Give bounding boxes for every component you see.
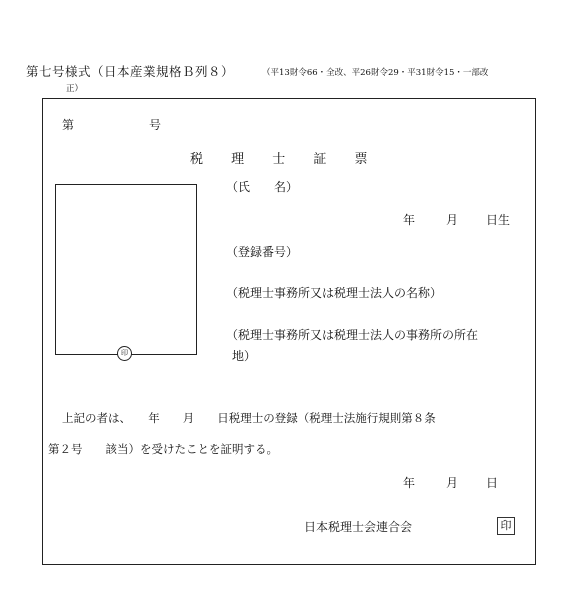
office-name-label: （税理士事務所又は税理士法人の名称）: [226, 286, 443, 300]
number-prefix: 第: [62, 118, 75, 132]
certification-text-line-1: 上記の者は、 年 月 日税理士の登録（税理士法施行規則第８条: [62, 411, 436, 425]
name-label: （氏 名）: [226, 180, 299, 194]
issuer-stamp-mark: 印: [497, 517, 515, 535]
issue-month-label: 月: [446, 476, 459, 490]
photo-box: [55, 184, 197, 355]
issue-day-label: 日: [486, 476, 499, 490]
office-address-label-line-2: 地）: [232, 349, 257, 363]
photo-seal-mark: 印: [117, 346, 132, 361]
form-header-note: （平13財令66・全改、平26財令29・平31財令15・一部改: [262, 68, 489, 78]
issuer-name: 日本税理士会連合会: [304, 520, 413, 534]
form-header-title: 第七号様式（日本産業規格Ｂ列８）: [26, 64, 235, 79]
birth-month-label: 月: [446, 213, 459, 227]
registration-number-label: （登録番号）: [226, 245, 299, 259]
birth-day-label: 日生: [486, 213, 511, 227]
form-header-note-end: 正）: [66, 84, 84, 94]
birth-year-label: 年: [403, 213, 416, 227]
number-suffix: 号: [149, 118, 162, 132]
certificate-title: 税 理 士 証 票: [190, 152, 380, 167]
issue-year-label: 年: [403, 476, 416, 490]
office-address-label-line-1: （税理士事務所又は税理士法人の事務所の所在: [226, 328, 479, 342]
certification-text-line-2: 第２号 該当）を受けたことを証明する。: [48, 442, 278, 456]
